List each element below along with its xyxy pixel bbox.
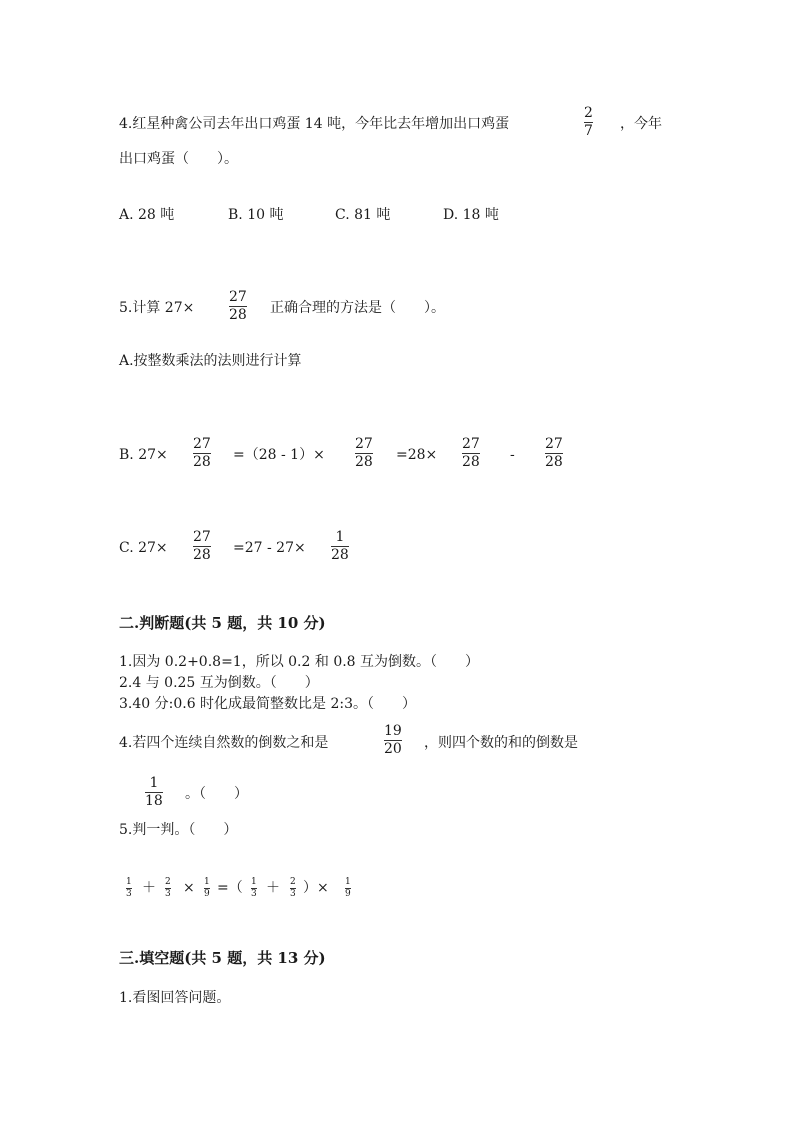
judge-item-4-text: 4.若四个连续自然数的倒数之和是 xyxy=(119,735,329,751)
expr-fraction-e xyxy=(290,878,296,899)
q5-b-fraction-2 xyxy=(355,437,373,470)
judge-item-4-tail-2: 。（ ） xyxy=(185,786,248,802)
expr-times: × xyxy=(183,880,195,896)
denominator: 18 xyxy=(145,793,163,809)
q5-option-c-label: C. 27× xyxy=(119,540,168,556)
q4-line2: 出口鸡蛋（ ）。 xyxy=(119,151,238,167)
denominator: 28 xyxy=(462,454,480,470)
q5-b-fraction-4 xyxy=(545,437,563,470)
numerator: 1 xyxy=(126,877,132,887)
expr-fraction-f xyxy=(345,878,351,899)
judge-item-4-fraction-2 xyxy=(145,776,163,809)
judge-item-3: 3.40 分:0.6 时化成最简整数比是 2:3。（ ） xyxy=(119,696,417,712)
denominator: 3 xyxy=(126,889,132,899)
numerator: 27 xyxy=(355,436,373,452)
numerator: 27 xyxy=(462,436,480,452)
denominator: 28 xyxy=(229,307,247,323)
q5-b-text-3: - xyxy=(510,447,515,463)
denominator: 28 xyxy=(193,547,211,563)
numerator: 27 xyxy=(193,529,211,545)
q4-option-a: A. 28 吨 xyxy=(119,207,175,223)
q4-line1: 4.红星种禽公司去年出口鸡蛋 14 吨，今年比去年增加出口鸡蛋 xyxy=(119,116,510,132)
expr-fraction-d xyxy=(251,878,257,899)
q5-b-fraction-3 xyxy=(462,437,480,470)
denominator: 3 xyxy=(251,889,257,899)
numerator: 27 xyxy=(545,436,563,452)
q4-line1-tail: ，今年 xyxy=(620,116,662,132)
expr-equals-open: =（ xyxy=(217,880,243,896)
q5-option-a: A.按整数乘法的法则进行计算 xyxy=(119,353,302,369)
section-3-title: 三.填空题(共 5 题，共 13 分) xyxy=(119,949,326,967)
denominator: 28 xyxy=(355,454,373,470)
section-2-title: 二.判断题(共 5 题，共 10 分) xyxy=(119,614,326,632)
q5-fraction xyxy=(229,290,247,323)
expr-fraction-a xyxy=(126,878,132,899)
denominator: 7 xyxy=(584,123,593,139)
numerator: 2 xyxy=(165,877,171,887)
expr-plus: ＋ xyxy=(142,880,156,896)
denominator: 28 xyxy=(331,547,349,563)
q5-c-fraction-2 xyxy=(331,530,349,563)
q5-b-text-2: =28× xyxy=(396,447,438,463)
numerator: 2 xyxy=(584,105,593,121)
q5-b-text-1: =（28 - 1）× xyxy=(233,447,325,463)
numerator: 1 xyxy=(149,775,159,791)
expr-plus-2: ＋ xyxy=(266,880,280,896)
denominator: 20 xyxy=(384,741,402,757)
q5-c-text-1: =27 - 27× xyxy=(233,540,306,556)
denominator: 28 xyxy=(545,454,563,470)
denominator: 28 xyxy=(193,454,211,470)
judge-item-1: 1.因为 0.2+0.8=1，所以 0.2 和 0.8 互为倒数。（ ） xyxy=(119,654,480,670)
q5-b-fraction-1 xyxy=(193,437,211,470)
expr-fraction-c xyxy=(204,878,210,899)
judge-item-4-tail: ，则四个数的和的倒数是 xyxy=(424,735,578,751)
q5-prefix: 5.计算 27× xyxy=(119,300,195,316)
q5-option-b-label: B. 27× xyxy=(119,447,168,463)
numerator: 2 xyxy=(290,877,296,887)
denominator: 3 xyxy=(290,889,296,899)
numerator: 19 xyxy=(384,723,402,739)
denominator: 9 xyxy=(345,889,351,899)
numerator: 1 xyxy=(204,877,210,887)
q5-c-fraction-1 xyxy=(193,530,211,563)
judge-item-4-fraction xyxy=(384,724,402,757)
judge-item-2: 2.4 与 0.25 互为倒数。（ ） xyxy=(119,675,319,691)
q5-suffix: 正确合理的方法是（ ）。 xyxy=(270,300,445,316)
denominator: 3 xyxy=(165,889,171,899)
q4-option-c: C. 81 吨 xyxy=(335,207,391,223)
q4-option-d: D. 18 吨 xyxy=(443,207,499,223)
numerator: 1 xyxy=(335,529,345,545)
q4-fraction xyxy=(584,106,593,139)
expr-close-times: ）× xyxy=(303,880,329,896)
numerator: 1 xyxy=(345,877,351,887)
q4-option-b: B. 10 吨 xyxy=(228,207,284,223)
denominator: 9 xyxy=(204,889,210,899)
expr-fraction-b xyxy=(165,878,171,899)
numerator: 27 xyxy=(193,436,211,452)
numerator: 27 xyxy=(229,289,247,305)
judge-item-5: 5.判一判。（ ） xyxy=(119,822,238,838)
numerator: 1 xyxy=(251,877,257,887)
fill-item-1: 1.看图回答问题。 xyxy=(119,990,231,1006)
